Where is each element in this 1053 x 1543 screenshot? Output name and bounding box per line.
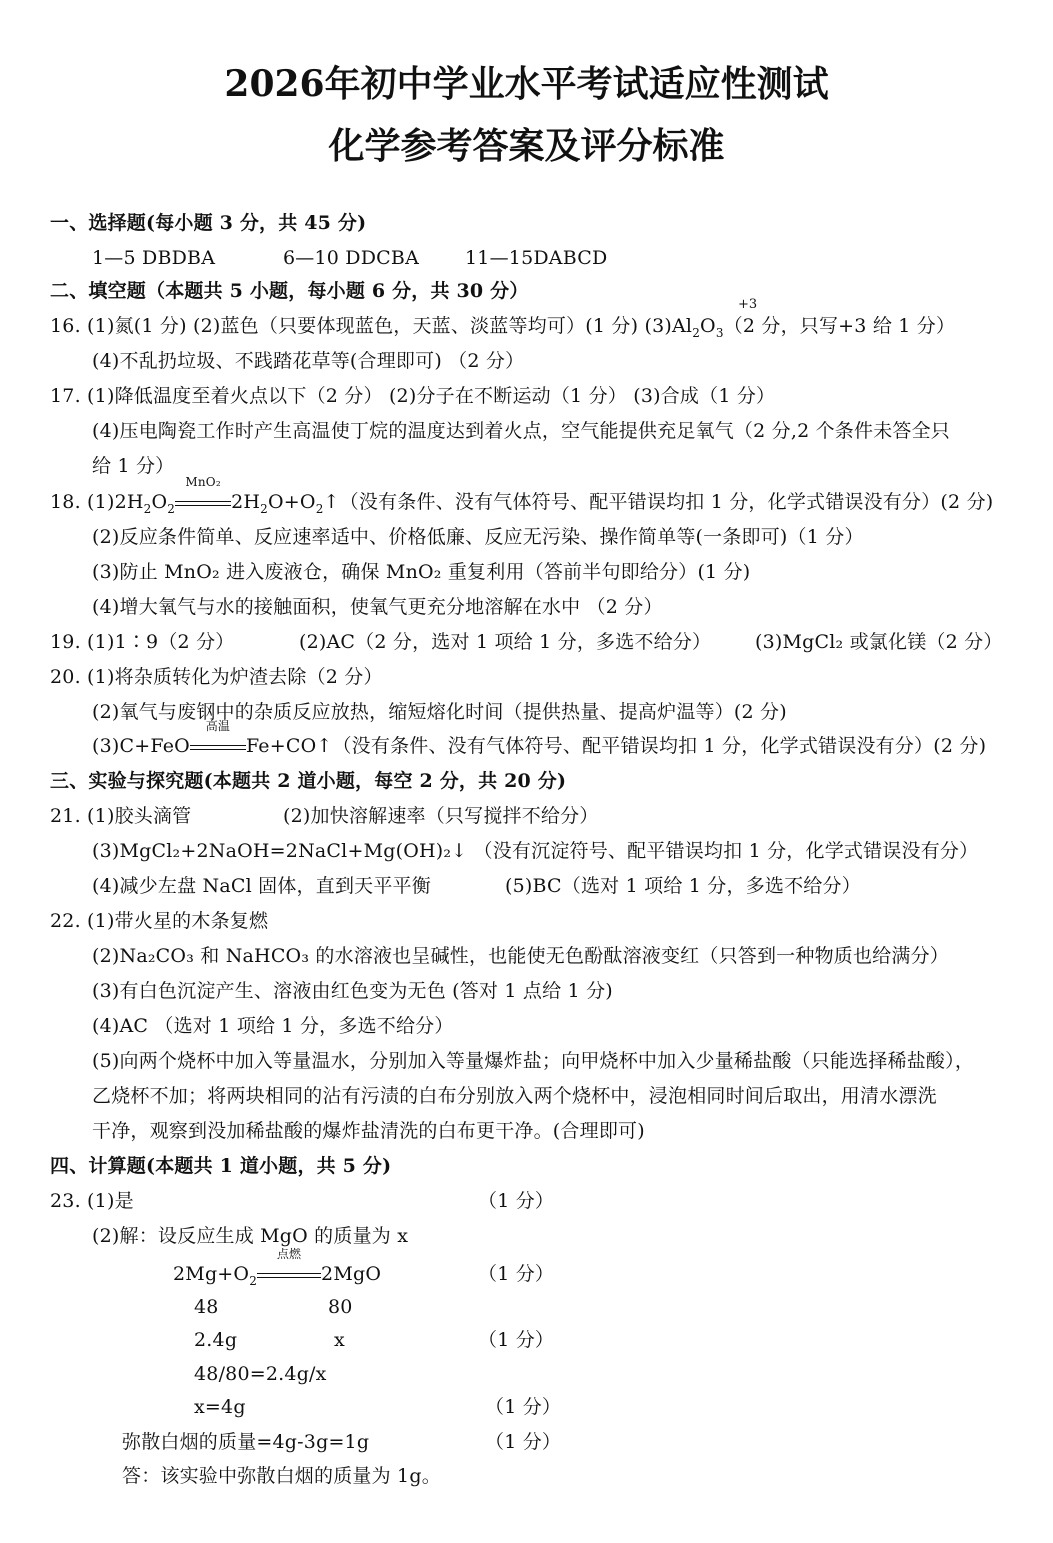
reaction-condition-mno2: MnO₂: [175, 490, 231, 514]
q17-line3: 给 1 分）: [92, 455, 175, 477]
mass-80: 80: [328, 1296, 353, 1318]
final-answer: 答：该实验中弥散白烟的质量为 1g。: [122, 1465, 441, 1487]
q23-line1: 23. (1)是: [50, 1190, 134, 1212]
reaction-condition-high-temp: 高温: [190, 734, 246, 758]
q21-part1: 21. (1)胶头滴管: [50, 805, 192, 827]
section2-title: 二、填空题（本题共 5 小题，每小题 6 分，共 30 分）: [50, 280, 529, 302]
q23-line2: (2)解：设反应生成 MgO 的质量为 x: [92, 1225, 409, 1247]
ratio-line: 48/80=2.4g/x: [194, 1363, 327, 1385]
q18-line1: 18. $(1)2H_2O_2$ MnO₂ $2H_2O+O_2↑$（没有条件、没有气体符号、配平错误均扣 1 分，化学式错误没有分）(2 分): [50, 475, 994, 516]
q18-line4: (4)增大氧气与水的接触面积，使氧气更充分地溶解在水中 （2 分）: [92, 596, 663, 618]
x-value: x=4g: [194, 1396, 246, 1418]
q16-line2: (4)不乱扔垃圾、不践踏花草等(合理即可) （2 分）: [92, 350, 525, 372]
q19-part2: (2)AC（2 分，选对 1 项给 1 分，多选不给分）: [299, 631, 712, 653]
q23-equation: $2Mg+O_2$ 点燃 2MgO: [173, 1247, 382, 1288]
q20-text-b: Fe+CO↑（没有条件、没有气体符号、配平错误均扣 1 分，化学式错误没有分）(2 分): [245, 735, 987, 757]
section4-title: 四、计算题(本题共 1 道小题，共 5 分): [50, 1155, 392, 1177]
q18-text-b: O: [151, 491, 168, 513]
q17-line2: (4)压电陶瓷工作时产生高温使丁烷的温度达到着火点，空气能提供充足氧气（2 分,2 个条件未答全只: [92, 420, 951, 442]
q18-text-c: 2H: [231, 491, 261, 513]
q16-line1: 16. (1)氮(1 分) (2)蓝色（只要体现蓝色，天蓝、淡蓝等均可）(1 分) $(3)Al_2O_3(2$ 分，只写+3 给 1 分）: [50, 315, 956, 340]
section3-title: 三、实验与探究题(本题共 2 道小题，每空 2 分，共 20 分): [50, 770, 567, 792]
q23-points-5: （1 分）: [485, 1431, 562, 1453]
q16-text-c: （2 分，只写+3 给 1 分）: [723, 315, 956, 337]
q23-points-3: （1 分）: [478, 1329, 555, 1351]
title-line2: 化学参考答案及评分标准: [328, 125, 725, 167]
q20-text-a: (3)C+FeO: [92, 735, 190, 757]
q20-line1: 20. (1)将杂质转化为炉渣去除（2 分）: [50, 666, 383, 688]
q22-line4: (4)AC （选对 1 项给 1 分，多选不给分）: [92, 1015, 454, 1037]
q19-part1: 19. (1)1∶9（2 分）: [50, 631, 235, 653]
q23-points-2: （1 分）: [478, 1263, 555, 1285]
q16-text-a: 16. (1)氮(1 分) (2)蓝色（只要体现蓝色，天蓝、淡蓝等均可）(1 分) (3)Al: [50, 315, 693, 337]
q22-line2: (2)Na₂CO₃ 和 NaHCO₃ 的水溶液也呈碱性，也能使无色酚酞溶液变红（只答到一种物质也给满分）: [92, 945, 949, 967]
q16-text-b: O: [700, 315, 716, 337]
mass-x: x: [334, 1329, 345, 1351]
q18-line3: (3)防止 MnO₂ 进入废液仓，确保 MnO₂ 重复利用（答前半句即给分）(1 分): [92, 561, 751, 583]
q23-eq-b: 2MgO: [321, 1263, 382, 1285]
q23-points-1: （1 分）: [478, 1190, 555, 1212]
mc-answers-6-10: 6—10 DDCBA: [283, 247, 419, 269]
mc-answers-1-5: 1—5 DBDBA: [92, 247, 216, 269]
q17-line1: 17. (1)降低温度至着火点以下（2 分） (2)分子在不断运动（1 分） (3)合成（1 分）: [50, 385, 776, 407]
mc-answers-11-15: 11—15DABCD: [465, 247, 608, 269]
q18-line2: (2)反应条件简单、反应速率适中、价格低廉、反应无污染、操作简单等(一条即可)（1 分）: [92, 526, 864, 548]
q18-text-d: O+O: [268, 491, 316, 513]
mass-2-4g: 2.4g: [194, 1329, 238, 1351]
q21-part4: (4)减少左盘 NaCl 固体，直到天平平衡: [92, 875, 431, 897]
q19-part3: (3)MgCl₂ 或氯化镁（2 分）: [755, 631, 1003, 653]
reaction-condition-ignite: 点燃: [257, 1262, 321, 1286]
title-line1: 2026年初中学业水平考试适应性测试: [224, 63, 829, 105]
q18-text-e: ↑（没有条件、没有气体符号、配平错误均扣 1 分，化学式错误没有分）(2 分): [323, 491, 994, 513]
smoke-mass: 弥散白烟的质量=4g-3g=1g: [122, 1431, 370, 1453]
q20-line2: (2)氧气与废钢中的杂质反应放热，缩短熔化时间（提供热量、提高炉温等）(2 分): [92, 701, 787, 723]
q23-points-4: （1 分）: [485, 1396, 562, 1418]
valence-label: +3: [738, 297, 758, 312]
q22-line3: (3)有白色沉淀产生、溶液由红色变为无色 (答对 1 点给 1 分): [92, 980, 613, 1002]
q20-line3: [92, 719, 987, 758]
mass-48: 48: [194, 1296, 219, 1318]
q18-text-a: 18. (1)2H: [50, 491, 144, 513]
section1-title: 一、选择题(每小题 3 分，共 45 分): [50, 212, 367, 234]
q21-line2: (3)MgCl₂+2NaOH=2NaCl+Mg(OH)₂↓ （没有沉淀符号、配平错误均扣 1 分，化学式错误没有分）: [92, 840, 979, 862]
q22-line7: 干净，观察到没加稀盐酸的爆炸盐清洗的白布更干净。(合理即可): [92, 1120, 645, 1142]
q22-line6: 乙烧杯不加；将两块相同的沾有污渍的白布分别放入两个烧杯中，浸泡相同时间后取出，用清水漂洗: [92, 1085, 937, 1107]
q22-line1: 22. (1)带火星的木条复燃: [50, 910, 269, 932]
q21-part5: (5)BC（选对 1 项给 1 分，多选不给分）: [505, 875, 861, 897]
q23-eq-a: 2Mg+O: [173, 1263, 250, 1285]
q21-part2: (2)加快溶解速率（只写搅拌不给分）: [283, 805, 599, 827]
q22-line5: (5)向两个烧杯中加入等量温水，分别加入等量爆炸盐；向甲烧杯中加入少量稀盐酸（只能选择稀盐酸），: [92, 1050, 975, 1072]
